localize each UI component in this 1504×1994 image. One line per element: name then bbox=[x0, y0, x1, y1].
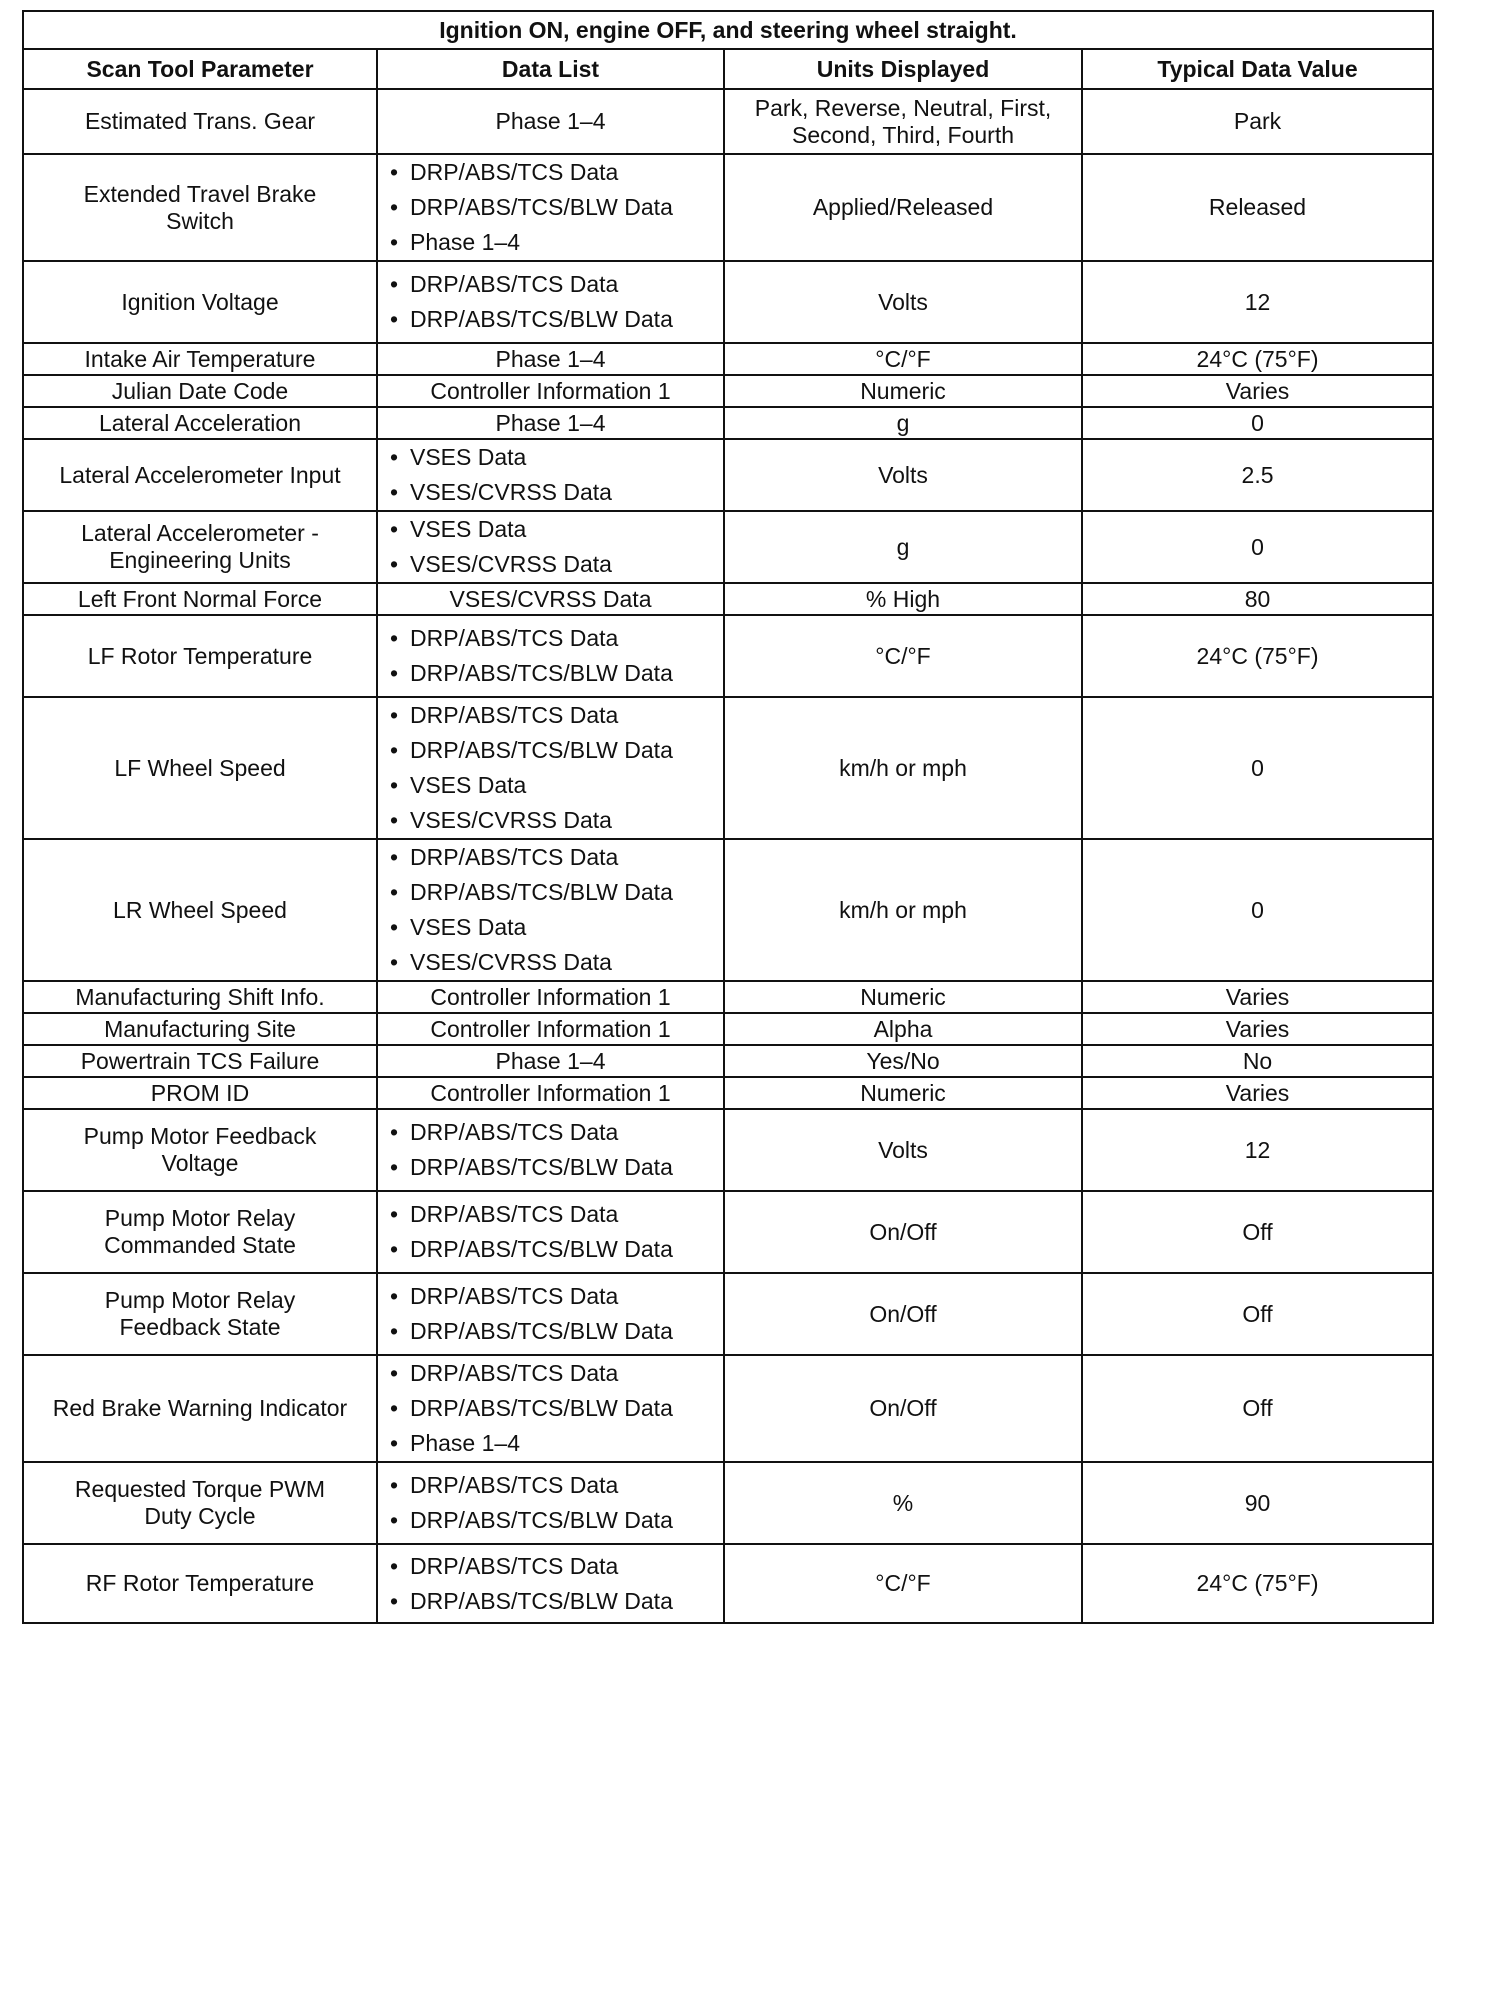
parameter-text: Pump Motor Feedback Voltage bbox=[83, 1123, 317, 1176]
scan-tool-parameter bbox=[23, 1077, 377, 1109]
data-list-bullets bbox=[410, 267, 723, 337]
typical-data-value: 0 bbox=[1082, 697, 1433, 839]
parameter-text: Ignition Voltage bbox=[121, 288, 279, 315]
units-text: Volts bbox=[878, 288, 928, 315]
data-list bbox=[377, 1109, 724, 1191]
data-list-bullets bbox=[410, 155, 723, 260]
data-list-item: • DRP/ABS/TCS/BLW Data bbox=[410, 1232, 723, 1267]
units-text: km/h or mph bbox=[839, 754, 967, 781]
typical-data-value: 24°C (75°F) bbox=[1082, 343, 1433, 375]
parameter-text: Estimated Trans. Gear bbox=[84, 108, 316, 134]
units-text: km/h or mph bbox=[839, 896, 967, 923]
typical-data-value: 80 bbox=[1082, 583, 1433, 615]
data-list: VSES/CVRSS Data bbox=[377, 583, 724, 615]
table-row bbox=[23, 1355, 1433, 1462]
units-displayed bbox=[724, 697, 1082, 839]
typical-data-value: No bbox=[1082, 1045, 1433, 1077]
data-list-item: • VSES Data bbox=[410, 768, 723, 803]
table-body bbox=[23, 89, 1433, 1623]
data-list-item: • DRP/ABS/TCS/BLW Data bbox=[410, 733, 723, 768]
data-list-item: • DRP/ABS/TCS Data bbox=[410, 1197, 723, 1232]
data-list: Controller Information 1 bbox=[377, 375, 724, 407]
table-row bbox=[23, 1544, 1433, 1623]
data-list: Phase 1–4 bbox=[377, 343, 724, 375]
table-row bbox=[23, 89, 1433, 154]
typical-data-value: Off bbox=[1082, 1273, 1433, 1355]
typical-data-value: Released bbox=[1082, 154, 1433, 261]
data-list: Phase 1–4 bbox=[377, 407, 724, 439]
parameter-text: Lateral Accelerometer Input bbox=[59, 461, 341, 488]
units-displayed bbox=[724, 89, 1082, 154]
data-list-bullets bbox=[410, 1279, 723, 1349]
data-list-item: • DRP/ABS/TCS Data bbox=[410, 1468, 723, 1503]
data-list-bullets bbox=[410, 1549, 723, 1619]
data-list-item: • DRP/ABS/TCS/BLW Data bbox=[410, 1503, 723, 1538]
typical-data-value: Varies bbox=[1082, 1077, 1433, 1109]
units-text: On/Off bbox=[869, 1395, 937, 1421]
table-row bbox=[23, 1077, 1433, 1109]
units-text: Yes/No bbox=[866, 1047, 940, 1074]
data-list-bullets bbox=[410, 1115, 723, 1185]
table-row bbox=[23, 1191, 1433, 1273]
parameter-text: Manufacturing Site bbox=[104, 1015, 296, 1042]
data-list-item: • VSES/CVRSS Data bbox=[410, 945, 723, 980]
data-list-bullets bbox=[410, 1197, 723, 1267]
table-row bbox=[23, 439, 1433, 511]
data-list-item: • VSES Data bbox=[410, 910, 723, 945]
data-list-item: • DRP/ABS/TCS Data bbox=[410, 1115, 723, 1150]
scan-tool-parameter bbox=[23, 981, 377, 1013]
data-list-item: • DRP/ABS/TCS Data bbox=[410, 155, 723, 190]
parameter-text: Intake Air Temperature bbox=[84, 345, 316, 372]
data-list bbox=[377, 1355, 724, 1462]
scan-tool-parameter bbox=[23, 375, 377, 407]
units-displayed bbox=[724, 981, 1082, 1013]
table-row bbox=[23, 981, 1433, 1013]
table-row bbox=[23, 615, 1433, 697]
header-units-displayed: Units Displayed bbox=[724, 49, 1082, 89]
data-list-item: • DRP/ABS/TCS Data bbox=[410, 621, 723, 656]
table-title: Ignition ON, engine OFF, and steering wheel straight. bbox=[23, 11, 1433, 49]
data-list bbox=[377, 615, 724, 697]
scan-tool-parameter bbox=[23, 583, 377, 615]
units-text: Numeric bbox=[860, 983, 946, 1010]
scan-tool-parameter bbox=[23, 697, 377, 839]
data-list-item: • DRP/ABS/TCS/BLW Data bbox=[410, 1150, 723, 1185]
table-row bbox=[23, 1109, 1433, 1191]
table-row bbox=[23, 697, 1433, 839]
units-text: °C/°F bbox=[875, 345, 931, 372]
units-text: Alpha bbox=[873, 1015, 933, 1042]
units-displayed bbox=[724, 1544, 1082, 1623]
data-list: Phase 1–4 bbox=[377, 89, 724, 154]
units-displayed bbox=[724, 615, 1082, 697]
parameter-text: Manufacturing Shift Info. bbox=[75, 983, 325, 1010]
typical-data-value: Varies bbox=[1082, 1013, 1433, 1045]
units-text: Applied/Released bbox=[812, 194, 994, 220]
units-text: g bbox=[896, 409, 910, 436]
table-row bbox=[23, 583, 1433, 615]
table-row bbox=[23, 261, 1433, 343]
data-list-item: • VSES/CVRSS Data bbox=[410, 803, 723, 838]
data-list-item: • VSES Data bbox=[410, 512, 723, 547]
scan-tool-parameter bbox=[23, 1273, 377, 1355]
scan-tool-parameter bbox=[23, 1045, 377, 1077]
units-displayed bbox=[724, 1462, 1082, 1544]
table-row bbox=[23, 1462, 1433, 1544]
typical-data-value: Off bbox=[1082, 1191, 1433, 1273]
units-displayed bbox=[724, 439, 1082, 511]
scan-tool-parameter bbox=[23, 1109, 377, 1191]
data-list-item: • DRP/ABS/TCS/BLW Data bbox=[410, 1584, 723, 1619]
units-displayed bbox=[724, 1045, 1082, 1077]
parameter-text: Powertrain TCS Failure bbox=[80, 1047, 320, 1074]
units-text: Volts bbox=[878, 1136, 928, 1163]
data-list-item: • DRP/ABS/TCS Data bbox=[410, 1356, 723, 1391]
data-list bbox=[377, 261, 724, 343]
table-row bbox=[23, 1013, 1433, 1045]
units-displayed bbox=[724, 154, 1082, 261]
data-list: Controller Information 1 bbox=[377, 981, 724, 1013]
typical-data-value: 12 bbox=[1082, 1109, 1433, 1191]
units-text: On/Off bbox=[869, 1218, 937, 1245]
data-list bbox=[377, 1273, 724, 1355]
parameter-text: Lateral Accelerometer - Engineering Units bbox=[81, 520, 319, 573]
data-list-item: • DRP/ABS/TCS Data bbox=[410, 267, 723, 302]
typical-data-value: Varies bbox=[1082, 981, 1433, 1013]
parameter-text: LR Wheel Speed bbox=[113, 896, 287, 923]
typical-data-value: 0 bbox=[1082, 407, 1433, 439]
typical-data-value: 0 bbox=[1082, 839, 1433, 981]
parameter-text: Julian Date Code bbox=[111, 377, 289, 404]
data-list-item: • DRP/ABS/TCS/BLW Data bbox=[410, 656, 723, 691]
units-displayed bbox=[724, 583, 1082, 615]
table-row bbox=[23, 839, 1433, 981]
data-list-item: • DRP/ABS/TCS/BLW Data bbox=[410, 302, 723, 337]
data-list-item: • DRP/ABS/TCS/BLW Data bbox=[410, 190, 723, 225]
units-displayed bbox=[724, 1355, 1082, 1462]
units-displayed bbox=[724, 407, 1082, 439]
typical-data-value: Park bbox=[1082, 89, 1433, 154]
title-row bbox=[23, 11, 1433, 49]
units-text: On/Off bbox=[869, 1300, 937, 1327]
data-list-item: • DRP/ABS/TCS Data bbox=[410, 698, 723, 733]
data-list: Controller Information 1 bbox=[377, 1013, 724, 1045]
units-text: Numeric bbox=[860, 377, 946, 404]
table-row bbox=[23, 343, 1433, 375]
typical-data-value: 12 bbox=[1082, 261, 1433, 343]
table-row bbox=[23, 154, 1433, 261]
units-text: °C/°F bbox=[875, 1570, 931, 1596]
typical-data-value: 24°C (75°F) bbox=[1082, 1544, 1433, 1623]
data-list-item: • VSES/CVRSS Data bbox=[410, 547, 723, 582]
units-displayed bbox=[724, 1191, 1082, 1273]
units-displayed bbox=[724, 839, 1082, 981]
units-displayed bbox=[724, 1013, 1082, 1045]
units-text: g bbox=[896, 533, 910, 560]
parameter-text: Lateral Acceleration bbox=[98, 409, 301, 436]
units-displayed bbox=[724, 1077, 1082, 1109]
header-row bbox=[23, 49, 1433, 89]
units-text: % bbox=[892, 1489, 914, 1516]
scan-tool-parameter bbox=[23, 89, 377, 154]
parameter-text: RF Rotor Temperature bbox=[85, 1570, 315, 1596]
table-row bbox=[23, 375, 1433, 407]
scan-tool-parameter bbox=[23, 439, 377, 511]
data-list-item: • DRP/ABS/TCS Data bbox=[410, 840, 723, 875]
data-list-bullets bbox=[410, 840, 723, 980]
parameter-text: Requested Torque PWM Duty Cycle bbox=[74, 1476, 326, 1529]
scan-tool-parameter bbox=[23, 1544, 377, 1623]
data-list-bullets bbox=[410, 512, 723, 582]
data-list-item: • DRP/ABS/TCS/BLW Data bbox=[410, 1391, 723, 1426]
data-list bbox=[377, 439, 724, 511]
scan-tool-parameter bbox=[23, 615, 377, 697]
data-list-item: • DRP/ABS/TCS Data bbox=[410, 1549, 723, 1584]
typical-data-value: 2.5 bbox=[1082, 439, 1433, 511]
header-data-list: Data List bbox=[377, 49, 724, 89]
units-text: Numeric bbox=[860, 1079, 946, 1106]
typical-data-value: 0 bbox=[1082, 511, 1433, 583]
data-list-bullets bbox=[410, 621, 723, 691]
units-displayed bbox=[724, 1109, 1082, 1191]
units-text: % High bbox=[865, 585, 941, 612]
scan-tool-data-table bbox=[22, 10, 1434, 1624]
table-row bbox=[23, 1273, 1433, 1355]
data-list-bullets bbox=[410, 1356, 723, 1461]
data-list bbox=[377, 1544, 724, 1623]
scan-tool-parameter bbox=[23, 1462, 377, 1544]
table-row bbox=[23, 407, 1433, 439]
units-text: Volts bbox=[878, 461, 928, 488]
scan-tool-parameter bbox=[23, 1013, 377, 1045]
data-list: Controller Information 1 bbox=[377, 1077, 724, 1109]
typical-data-value: Off bbox=[1082, 1355, 1433, 1462]
header-typical-data-value: Typical Data Value bbox=[1082, 49, 1433, 89]
data-list-bullets bbox=[410, 440, 723, 510]
parameter-text: Pump Motor Relay Commanded State bbox=[104, 1205, 296, 1258]
data-list-item: • Phase 1–4 bbox=[410, 1426, 723, 1461]
table-row bbox=[23, 1045, 1433, 1077]
units-text: Park, Reverse, Neutral, First, Second, Third, Fourth bbox=[754, 94, 1052, 148]
scan-tool-parameter bbox=[23, 511, 377, 583]
parameter-text: Pump Motor Relay Feedback State bbox=[104, 1287, 296, 1340]
data-list bbox=[377, 511, 724, 583]
scan-tool-parameter bbox=[23, 1191, 377, 1273]
data-list bbox=[377, 1462, 724, 1544]
scan-tool-parameter bbox=[23, 1355, 377, 1462]
scan-tool-parameter bbox=[23, 261, 377, 343]
data-list-item: • DRP/ABS/TCS Data bbox=[410, 1279, 723, 1314]
data-list-item: • VSES/CVRSS Data bbox=[410, 475, 723, 510]
data-list-item: • Phase 1–4 bbox=[410, 225, 723, 260]
scan-tool-parameter bbox=[23, 839, 377, 981]
parameter-text: PROM ID bbox=[150, 1079, 250, 1106]
typical-data-value: 24°C (75°F) bbox=[1082, 615, 1433, 697]
data-list-bullets bbox=[410, 698, 723, 838]
scan-tool-parameter bbox=[23, 154, 377, 261]
units-displayed bbox=[724, 261, 1082, 343]
typical-data-value: 90 bbox=[1082, 1462, 1433, 1544]
data-list bbox=[377, 697, 724, 839]
header-scan-tool-parameter: Scan Tool Parameter bbox=[23, 49, 377, 89]
data-list bbox=[377, 1191, 724, 1273]
parameter-text: Extended Travel Brake Switch bbox=[83, 180, 317, 234]
units-text: °C/°F bbox=[875, 642, 931, 669]
scan-tool-parameter bbox=[23, 407, 377, 439]
units-displayed bbox=[724, 375, 1082, 407]
table-row bbox=[23, 511, 1433, 583]
typical-data-value: Varies bbox=[1082, 375, 1433, 407]
units-displayed bbox=[724, 1273, 1082, 1355]
data-list-item: • DRP/ABS/TCS/BLW Data bbox=[410, 875, 723, 910]
parameter-text: Left Front Normal Force bbox=[77, 585, 323, 612]
units-displayed bbox=[724, 511, 1082, 583]
parameter-text: LF Wheel Speed bbox=[114, 754, 286, 781]
data-list-item: • DRP/ABS/TCS/BLW Data bbox=[410, 1314, 723, 1349]
parameter-text: LF Rotor Temperature bbox=[87, 642, 313, 669]
data-list bbox=[377, 154, 724, 261]
data-list-item: • VSES Data bbox=[410, 440, 723, 475]
data-list: Phase 1–4 bbox=[377, 1045, 724, 1077]
data-list bbox=[377, 839, 724, 981]
scan-tool-parameter bbox=[23, 343, 377, 375]
parameter-text: Red Brake Warning Indicator bbox=[52, 1395, 348, 1421]
units-displayed bbox=[724, 343, 1082, 375]
data-list-bullets bbox=[410, 1468, 723, 1538]
